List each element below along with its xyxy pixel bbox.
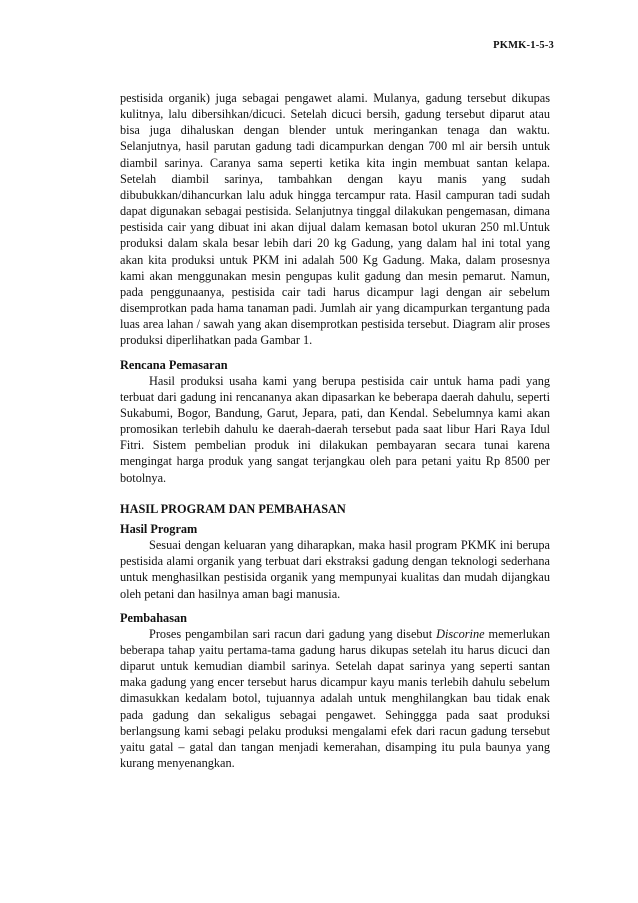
rencana-paragraph: Hasil produksi usaha kami yang berupa pestisida cair untuk hama padi yang terbuat dari gadung ini rencananya akan dipasarkan ke beberapa daerah dahulu, seperti Sukabumi, Bogor, Bandung, Garut, Jepara, pati, dan Kendal. Sebelumnya kami akan promosikan terlebih dahulu ke daerah-daerah tersebut pada saat libur Hari Raya Idul Fitri. Sistem pembelian produk ini dilakukan pembayaran secara tunai karena mengingat harga produk yang sangat terjangkau oleh para petani yaitu Rp 8500 per botolnya.	[120, 373, 550, 485]
rencana-heading: Rencana Pemasaran	[120, 357, 228, 372]
spacer	[120, 602, 550, 610]
page-header-code: PKMK-1-5-3	[493, 40, 554, 51]
hasil-heading: Hasil Program	[120, 521, 198, 536]
pembahasan-text-end: memerlukan beberapa tahap yaitu pertama-tama gadung harus dikupas setelah itu harus dicuci dan diparut untuk kemudian diambil sarinya. Setelah dapat sarinya yang seperti santan maka gadung yang encer tersebut harus dicampur kayu manis terlebih dahulu sebelum dimasukkan kedalam botol, tujuannya adalah untuk menghilangkan bau tidak enak pada gadung dan sekaligus sebagai pengawet. Sehinggga pada saat produksi berlangsung kami sebagi pelaku produksi mengalami efek dari racun gadung tersebut yaitu gatal – gatal dan tangan menjadi kemerahan, disamping itu pula baunya yang kurang menyenangkan.	[120, 626, 550, 771]
spacer	[120, 349, 550, 357]
pembahasan-heading: Pembahasan	[120, 610, 187, 625]
section-heading: HASIL PROGRAM DAN PEMBAHASAN	[120, 501, 346, 516]
discorine-term: Discorine	[436, 626, 485, 641]
document-body	[120, 90, 550, 771]
pembahasan-paragraph	[120, 626, 550, 771]
hasil-paragraph: Sesuai dengan keluaran yang diharapkan, maka hasil program PKMK ini berupa pestisida alami organik yang terbuat dari ekstraksi gadung dengan teknologi sederhana untuk menghasilkan pestisida organik yang mempunyai kualitas dan mudah dijangkau oleh petani dan hasilnya aman bagi manusia.	[120, 538, 550, 601]
pembahasan-text-start: Proses pengambilan sari racun dari gadung yang disebut	[149, 626, 437, 641]
intro-paragraph: pestisida organik) juga sebagai pengawet alami. Mulanya, gadung tersebut dikupas kulitnya, lalu dibersihkan/dicuci. Setelah dicuci bersih, gadung tersebut diparut atau bisa juga dihaluskan dengan blender untuk meringankan tenaga dan waktu. Selanjutnya, hasil parutan gadung tadi dicampurkan dengan 700 ml air bersih untuk diambil sarinya. Caranya sama seperti ketika kita ingin membuat santan kelapa. Setelah diambil sarinya, tambahkan dengan kayu manis yang sudah dibubukkan/dihancurkan lalu aduk hingga tercampur rata. Hasil campuran tadi sudah dapat digunakan sebagai pestisida. Selanjutnya tinggal dilakukan pengemasan, dimana pestisida cair yang dibuat ini akan dijual dalam kemasan botol ukuran 250 ml.Untuk produksi dalam skala besar lebih dari 20 kg Gadung, yang dalam hal ini total yang akan kita produksi untuk PKM ini adalah 500 Kg Gadung. Maka, dalam prosesnya kami akan menggunakan mesin pengupas kulit gadung dan mesin pemarut. Namun, pada penggunaanya, pestisida cair tadi harus dicampur lagi dengan air sebelum disemprotkan pada hama tanaman padi. Jumlah air yang dicampurkan tergantung pada luas area lahan / sawah yang akan disemprotkan pestisida tersebut. Diagram alir proses produksi diperlihatkan pada Gambar 1.	[120, 91, 550, 348]
